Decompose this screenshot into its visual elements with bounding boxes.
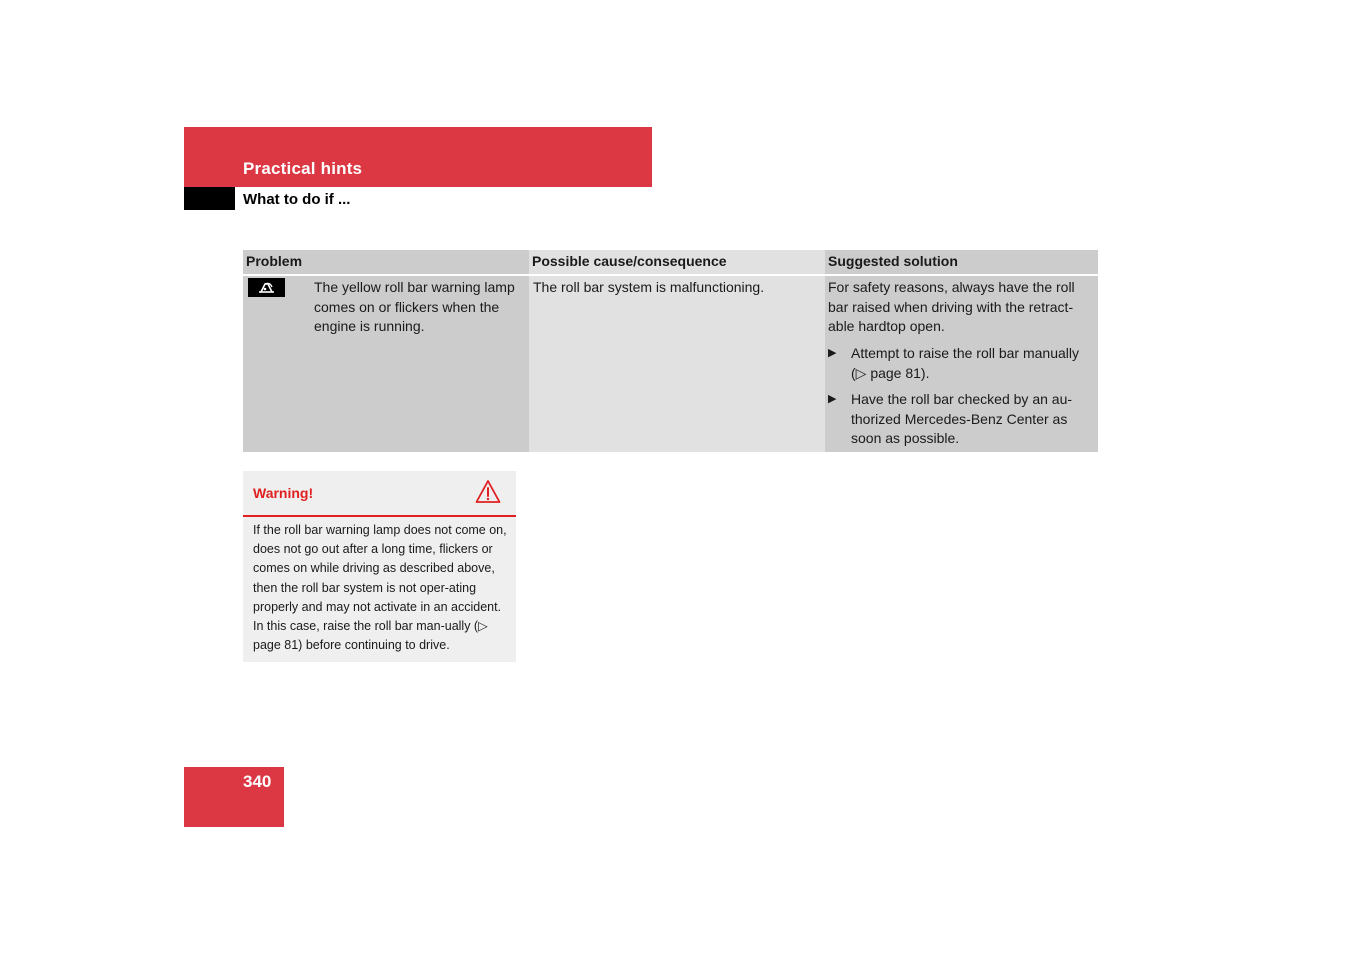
table-cell-cause <box>529 276 825 452</box>
table-header-solution: Suggested solution <box>825 250 1098 275</box>
solution-intro: For safety reasons, always have the roll bar raised when driving with the retract-able hardtop open. <box>828 279 1075 334</box>
table-header-problem: Problem <box>243 250 529 275</box>
solution-step-text: Have the roll bar checked by an au-thorized Mercedes-Benz Center as soon as possible. <box>851 391 1073 446</box>
warning-text: If the roll bar warning lamp does not come on, does not go out after a long time, flickers or comes on while driving as described above, then the roll bar system is not oper-ating properly and may not activate in an accident. In this case, raise the roll bar man-ually (▷ page 81) before continuing to drive. <box>253 523 507 653</box>
warning-title: Warning! <box>253 485 314 501</box>
roll-bar-warning-lamp-icon <box>248 278 285 297</box>
troubleshooting-table <box>243 250 1098 452</box>
warning-box <box>243 471 516 662</box>
section-subtitle: What to do if ... <box>243 191 351 208</box>
cause-description: The roll bar system is malfunctioning. <box>533 279 765 295</box>
solution-step-text: Attempt to raise the roll bar manually (▷ page 81). <box>851 345 1079 381</box>
warning-triangle-icon <box>475 479 501 505</box>
table-header-cause: Possible cause/consequence <box>529 250 825 275</box>
bullet-arrow-icon: ▶ <box>828 347 837 359</box>
warning-header <box>243 471 516 517</box>
page-number: 340 <box>243 772 272 791</box>
problem-description: The yellow roll bar warning lamp comes on or flickers when the engine is running. <box>314 279 515 334</box>
section-title: Practical hints <box>243 159 363 178</box>
bullet-arrow-icon: ▶ <box>828 393 837 405</box>
section-tab-marker <box>184 187 235 210</box>
